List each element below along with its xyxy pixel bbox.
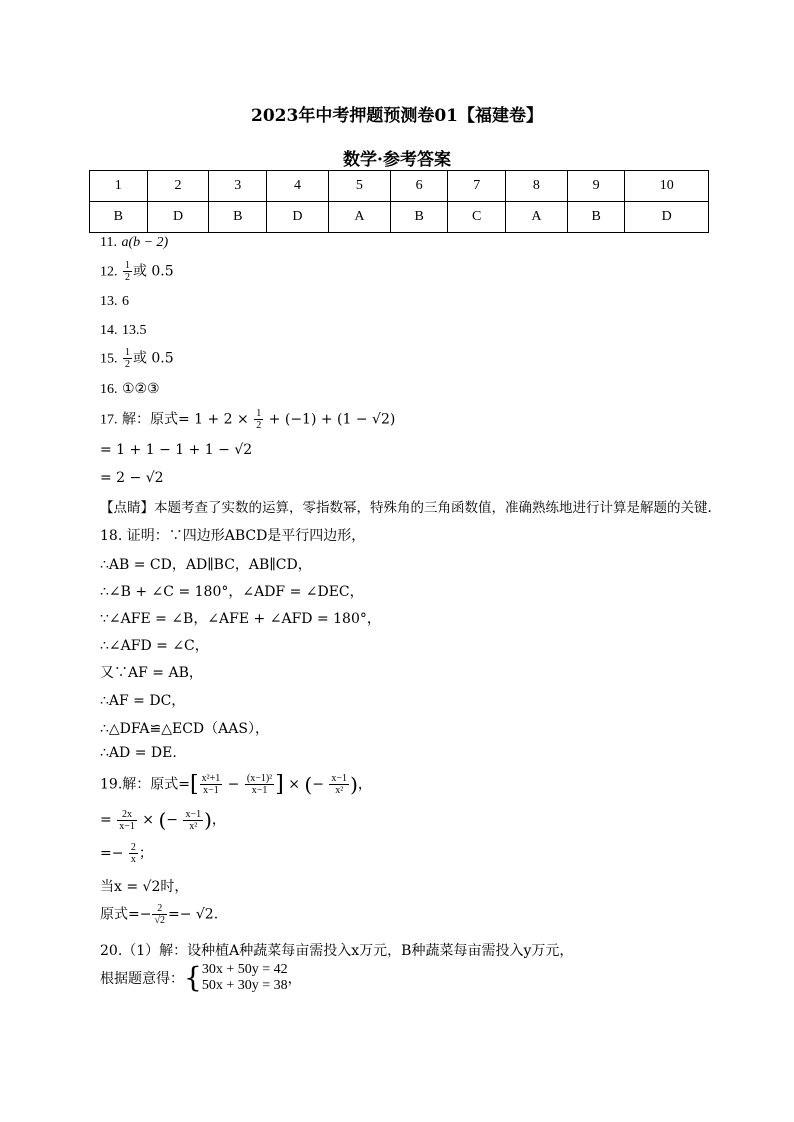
answer-20-line1: 20.（1）解：设种植A种蔬菜每亩需投入x万元，B种蔬菜每亩需投入y万元， [100,943,574,959]
answer-19-line4: 当x = √2时， [100,879,189,895]
table-cell: D [147,202,209,233]
answer-18-line9: ∴AD = DE. [100,745,177,761]
answer-17-note: 【点睛】本题考查了实数的运算，零指数幂，特殊角的三角函数值，准确熟练地进行计算是解题的关键. [100,500,712,516]
fraction: $\frac{1}{2}$ [124,260,130,283]
fraction: $\frac{2}{x}$ [130,842,136,865]
answer-18-line2: ∴AB = CD，AD∥BC，AB∥CD， [100,557,312,573]
answer-table [89,170,709,233]
answer-14: 14. 13.5 [100,323,147,338]
table-cell: B [567,202,625,233]
table-cell: 7 [448,171,506,202]
table-cell: 6 [390,171,448,202]
answer-19-line5: 原式=− $\frac{2}{√2}$ =− √2. [100,903,219,926]
answer-18-line7: ∴AF = DC， [100,693,186,709]
table-cell: B [209,202,267,233]
answer-20-line2: 根据题意得：{ 30x + 50y = 42 50x + 30y = 38 ， [100,961,302,994]
equation-system: 30x + 50y = 42 50x + 30y = 38 [201,962,288,993]
answer-18-line8: ∴△DFA≌△ECD（AAS）， [100,721,269,737]
table-cell: 2 [147,171,209,202]
fraction: $\frac{x-1}{\text{x²}}$ [185,808,202,832]
answer-18-line1: 18. 证明：∵四边形ABCD是平行四边形， [100,528,366,544]
answer-15: 15. $\frac{1}{2}$ 或 0.5 [100,347,174,370]
fraction: $\frac{1}{2}$ [124,347,130,370]
table-cell: B [390,202,448,233]
fraction: $\frac{2}{√2}$ [154,903,165,926]
fraction: $\frac{\text{x²+1}}{x-1}$ [201,773,221,796]
table-cell: 8 [505,171,567,202]
answer-18-line3: ∴∠B + ∠C = 180°，∠ADF = ∠DEC， [100,584,364,600]
table-row-numbers [90,171,709,202]
table-cell: 9 [567,171,625,202]
table-cell: 3 [209,171,267,202]
table-cell: D [625,202,709,233]
answer-13: 13. 6 [100,294,129,309]
table-cell: 1 [90,171,148,202]
answer-18-line5: ∴∠AFD = ∠C， [100,638,209,654]
answer-17-step2: = 1 + 1 − 1 + 1 − √2 [100,442,253,458]
answer-12: 12. $\frac{1}{2}$ 或 0.5 [100,260,174,283]
fraction: $\frac{\text{(x−1)²}}{x-1}$ [246,773,273,796]
fraction: $\frac{x-1}{\text{x²}}$ [331,773,348,796]
table-row-answers [90,202,709,233]
fraction: $\frac{1}{2}$ [256,408,262,431]
answer-18-line6: 又∵AF = AB， [100,665,203,681]
table-cell: B [90,202,148,233]
answer-19-line1: 19.解：原式=[ $\frac{\text{x²+1}}{x-1}$ − $\frac{\text{(x−1)²}}{x-1}$ ] × (− $\frac{x-1}{\text{x²}}$ )， [100,772,372,797]
page-title: 2023年中考押题预测卷01【福建卷】 [251,106,543,126]
answer-16: 16. ①②③ [100,381,160,397]
fraction: $\frac{2x}{x-1}$ [119,808,135,832]
table-cell: 10 [625,171,709,202]
table-cell: A [505,202,567,233]
page-subtitle: 数学·参考答案 [343,150,451,170]
answer-11: 11. a(b − 2) [100,235,169,250]
answer-17-step3: = 2 − √2 [100,470,164,486]
table-cell: 5 [328,171,390,202]
answer-19-line2: = $\frac{2x}{x-1}$ × (− $\frac{x-1}{\text{x²}}$ )， [100,808,226,832]
table-cell: 4 [267,171,329,202]
table-cell: A [328,202,390,233]
answer-17: 17. 解：原式= 1 + 2 × $\frac{1}{2}$ + (−1) + (1 − √2) [100,408,396,431]
table-cell: C [448,202,506,233]
brace-symbol: { [184,961,202,994]
answer-19-line3: =− $\frac{2}{x}$ ； [100,842,153,865]
table-cell: D [267,202,329,233]
answer-18-line4: ∵∠AFE = ∠B，∠AFE + ∠AFD = 180°， [100,611,381,627]
